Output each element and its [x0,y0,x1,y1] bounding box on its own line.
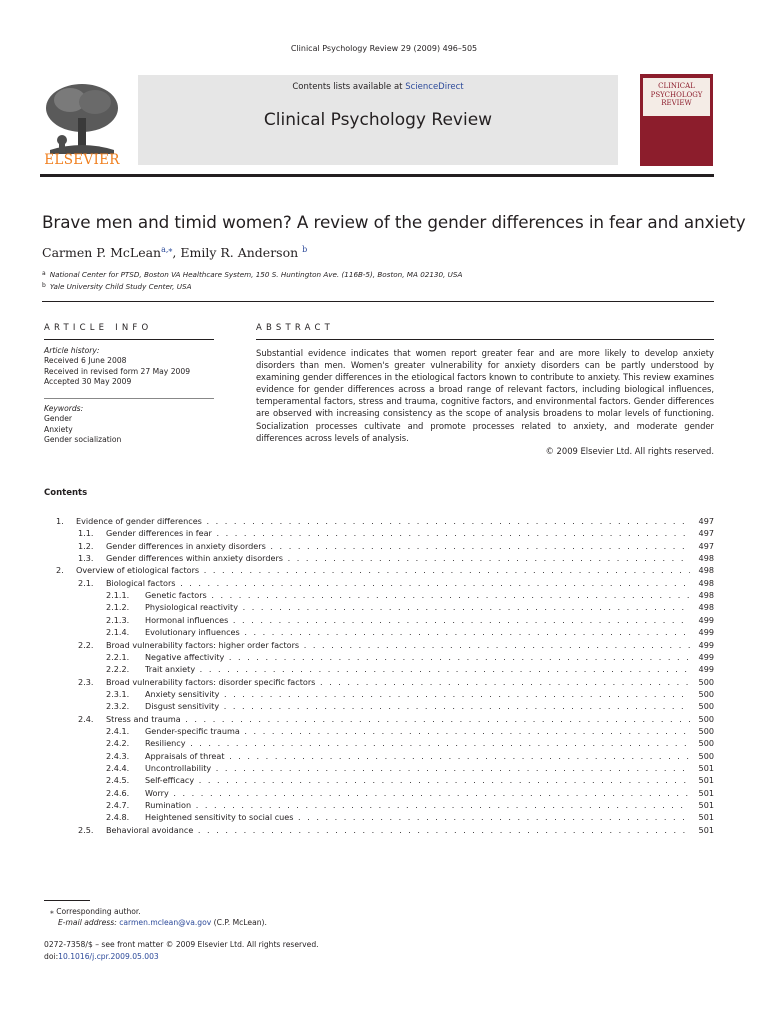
email-link[interactable]: carmen.mclean@va.gov [119,918,212,927]
toc-entry-number: 2.4.4. [106,763,130,773]
author-affiliation-marker[interactable]: a,⁎ [161,245,173,254]
toc-entry[interactable] [0,564,768,576]
doi-link[interactable]: 10.1016/j.cpr.2009.05.003 [58,952,159,961]
toc-entry-label: Worry . . . [145,787,690,799]
toc-entry-page: 498 [690,564,714,576]
article-info-heading: ARTICLE INFO [44,323,153,333]
email-suffix: (C.P. McLean). [211,918,267,927]
toc-entry[interactable] [0,725,768,737]
toc-entry-label: Appraisals of threat . . . [145,750,690,762]
toc-entry-page: 500 [690,750,714,762]
toc-entry[interactable] [0,540,768,552]
toc-entry-label: Gender differences within anxiety disorders . . . [106,552,690,564]
toc-entry-page: 500 [690,713,714,725]
toc-entry-page: 498 [690,552,714,564]
keywords-label: Keywords: [44,404,84,413]
toc-entry-label: Broad vulnerability factors: disorder specific factors . . . [106,676,690,688]
toc-entry[interactable] [0,601,768,613]
toc-entry[interactable] [0,713,768,725]
toc-entry-page: 499 [690,663,714,675]
toc-entry[interactable] [0,811,768,823]
affiliation [42,282,191,291]
contents-available-line [138,82,618,92]
toc-entry-page: 499 [690,614,714,626]
toc-entry-label: Heightened sensitivity to social cues . . . [145,811,690,823]
toc-entry-label: Evolutionary influences . . . [145,626,690,638]
toc-entry[interactable] [0,589,768,601]
toc-entry[interactable] [0,762,768,774]
cover-title-line: CLINICAL [658,82,695,90]
toc-entry-label: Uncontrollability . . . [145,762,690,774]
journal-title: Clinical Psychology Review [263,110,493,130]
cover-title-line: PSYCHOLOGY [650,90,703,99]
history-item: Accepted 30 May 2009 [44,377,132,387]
toc-entry-label: Disgust sensitivity . . . [145,700,690,712]
toc-entry[interactable] [0,639,768,651]
toc-entry-number: 1.3. [78,553,94,564]
toc-entry-number: 2.5. [78,824,94,835]
toc-entry-page: 497 [690,540,714,552]
affiliation-text: National Center for PTSD, Boston VA Healthcare System, 150 S. Huntington Ave. (116B-5), Boston, MA 02130, USA [49,270,463,279]
section-rule [42,301,714,302]
toc-entry[interactable] [0,824,768,836]
author-separator: , [172,245,181,260]
cover-title-line: REVIEW [661,99,692,107]
article-history-label: Article history: [44,346,100,355]
toc-entry[interactable] [0,577,768,589]
toc-entry-label: Resiliency . . . [145,737,690,749]
keyword: Gender [44,414,72,424]
keyword: Anxiety [44,424,73,434]
toc-entry-label: Anxiety sensitivity . . . [145,688,690,700]
toc-entry-label: Gender differences in anxiety disorders . . . [106,540,690,552]
toc-entry[interactable] [0,626,768,638]
toc-entry-number: 2.4.5. [106,775,130,786]
toc-entry-page: 500 [690,737,714,749]
header-rule [40,174,714,177]
toc-entry-number: 2. [56,565,64,576]
toc-entry-number: 2.4.2. [106,738,130,749]
toc-entry-label: Self-efficacy . . . [145,774,690,786]
toc-entry-page: 499 [690,651,714,663]
toc-entry-number: 2.4.8. [106,812,130,823]
footnote-rule [44,900,90,901]
toc-entry-number: 2.3.2. [106,701,130,712]
toc-entry-page: 501 [690,787,714,799]
issn-line: 0272-7358/$ – see front matter © 2009 Elsevier Ltd. All rights reserved. [44,940,319,949]
toc-entry-number: 2.4.7. [106,800,130,811]
toc-entry-number: 2.2.1. [106,651,130,662]
toc-entry-number: 2.1.4. [106,627,130,638]
running-head: Clinical Psychology Review 29 (2009) 496–505 [290,44,478,53]
toc-entry-page: 500 [690,725,714,737]
footnote-marker: ⁎ [50,907,54,916]
toc-entry-page: 500 [690,688,714,700]
toc-entry-number: 2.3.1. [106,688,130,699]
toc-entry[interactable] [0,552,768,564]
toc-entry-number: 2.1. [78,577,94,588]
toc-entry[interactable] [0,651,768,663]
toc-entry-number: 1.2. [78,540,94,551]
corresponding-author-note [50,907,141,916]
toc-entry-page: 501 [690,762,714,774]
author-list [42,245,307,260]
toc-entry-page: 500 [690,700,714,712]
article-history [44,346,190,388]
toc-entry[interactable] [0,750,768,762]
abstract-rule [256,339,714,340]
toc-entry[interactable] [0,663,768,675]
toc-entry-page: 501 [690,811,714,823]
toc-entry-page: 498 [690,589,714,601]
abstract-text: Substantial evidence indicates that women report greater fear and are more likely to develop anxiety disorders than men. Women's greater vulnerability for anxiety disorders can be partly understood by examining gender differences in the etiological factors known to contribute to anxiety. This review examines evidence for gender differences across a broad range of relevant factors, including biological influences, temperamental factors, stress and trauma, cognitive factors, and environmental factors. Gender differences are observed with increasing consistency as the scope of analysis broadens to molar levels of functioning. Socialization processes cultivate and promote processes related to anxiety, and moderate gender differences across levels of analysis. [256,348,714,443]
toc-entry-label: Stress and trauma . . . [106,713,690,725]
toc-entry-label: Negative affectivity . . . [145,651,690,663]
toc-entry-page: 499 [690,626,714,638]
toc-entry-page: 497 [690,527,714,539]
toc-entry-label: Gender differences in fear . . . [106,527,690,539]
author-affiliation-marker[interactable]: b [302,245,308,254]
history-item: Received 6 June 2008 [44,356,127,366]
toc-entry-label: Physiological reactivity . . . [145,601,690,613]
toc-entry-page: 501 [690,799,714,811]
toc-entry-page: 498 [690,577,714,589]
toc-entry-label: Behavioral avoidance . . . [106,824,690,836]
toc-entry-number: 2.1.1. [106,590,130,601]
toc-entry[interactable] [0,676,768,688]
toc-entry[interactable] [0,799,768,811]
toc-entry-page: 501 [690,774,714,786]
toc-entry-label: Overview of etiological factors . . . [76,564,690,576]
abstract-copyright: © 2009 Elsevier Ltd. All rights reserved. [545,446,714,456]
contents-available-text: Contents lists available at [292,82,406,92]
toc-entry[interactable] [0,737,768,749]
keyword: Gender socialization [44,435,122,445]
email-label: E-mail address: [58,918,120,927]
toc-entry-label: Biological factors . . . [106,577,690,589]
article-info-divider [44,398,214,399]
journal-cover-title [643,82,710,108]
abstract-heading: ABSTRACT [256,323,335,333]
toc-entry-page: 501 [690,824,714,836]
toc-entry-number: 1. [56,516,64,526]
toc-entry-label: Hormonal influences . . . [145,614,690,626]
toc-entry-number: 2.3. [78,676,94,687]
toc-entry-number: 2.4.6. [106,787,130,798]
sciencedirect-link[interactable]: ScienceDirect [405,82,464,92]
toc-entry-label: Evidence of gender differences . . . [76,515,690,527]
article-title: Brave men and timid women? A review of the gender differences in fear and anxiety [42,212,746,232]
affiliation-label: a [42,270,46,277]
author-name: Carmen P. McLean [42,245,162,260]
toc-entry-label: Genetic factors . . . [145,589,690,601]
doi-line [44,952,159,961]
doi-label: doi: [44,952,59,961]
toc-entry-number: 2.4.1. [106,725,130,736]
corresponding-author-text: Corresponding author. [56,907,141,916]
toc-entry-number: 2.4.3. [106,750,130,761]
history-item: Received in revised form 27 May 2009 [44,366,191,376]
toc-entry-number: 2.2.2. [106,664,130,675]
toc-entry-label: Trait anxiety . . . [145,663,690,675]
toc-entry[interactable] [0,527,768,539]
affiliation-label: b [42,282,46,289]
elsevier-wordmark: ELSEVIER [44,152,120,168]
toc-entry[interactable] [0,787,768,799]
toc-entry[interactable] [0,700,768,712]
toc-entry-number: 2.1.3. [106,614,130,625]
toc-entry-page: 497 [690,515,714,527]
toc-entry-label: Gender-specific trauma . . . [145,725,690,737]
keywords [44,404,121,446]
toc-entry-number: 2.1.2. [106,602,130,613]
toc-entry-number: 2.4. [78,713,94,724]
toc-entry-page: 499 [690,639,714,651]
toc-entry-label: Rumination . . . [145,799,690,811]
toc-entry[interactable] [0,515,768,527]
contents-heading: Contents [44,488,88,498]
toc-entry[interactable] [0,688,768,700]
article-info-rule [44,339,214,340]
toc-entry-number: 2.2. [78,639,94,650]
toc-entry[interactable] [0,774,768,786]
toc-entry[interactable] [0,614,768,626]
email-line [58,918,267,927]
affiliation-text: Yale University Child Study Center, USA [49,282,192,291]
toc-entry-page: 498 [690,601,714,613]
toc-entry-page: 500 [690,676,714,688]
toc-entry-label: Broad vulnerability factors: higher order factors . . . [106,639,690,651]
author-name: Emily R. Anderson [180,245,299,260]
toc-entry-number: 1.1. [78,528,94,539]
affiliation [42,270,462,279]
